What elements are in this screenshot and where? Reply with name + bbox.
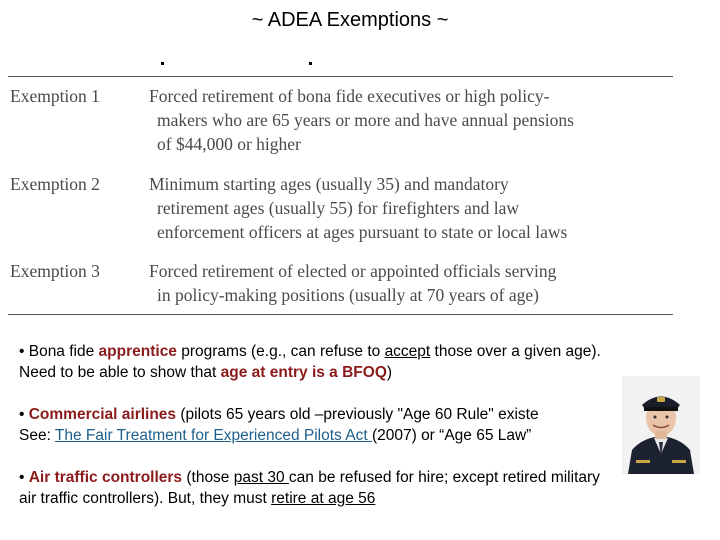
exemption-description xyxy=(149,259,669,307)
exemption-line: of $44,000 or higher xyxy=(157,134,301,154)
bullet-apprentice xyxy=(19,341,709,383)
bullet-text: ) xyxy=(386,364,393,381)
bullet-dot-decoration xyxy=(161,62,164,65)
bullet-text: Need to be able to show that xyxy=(19,364,221,381)
exemption-line: retirement ages (usually 55) for firefighters and law xyxy=(157,198,520,218)
exemption-label: Exemption 2 xyxy=(10,174,100,194)
bullet-air-traffic xyxy=(19,467,709,509)
exemption-line: Minimum starting ages (usually 35) and mandatory xyxy=(149,174,509,194)
bullet-text: programs (e.g., can refuse to xyxy=(176,343,385,360)
exemption-description xyxy=(149,172,669,244)
bullet-airlines xyxy=(19,404,709,446)
bullet-text: See: xyxy=(19,427,55,444)
pilots-act-link[interactable]: The Fair Treatment for Experienced Pilots Act xyxy=(54,427,372,444)
underlined-accept: accept xyxy=(384,343,431,360)
bullet-text: air traffic controllers). But, they must xyxy=(19,490,272,507)
table-top-rule xyxy=(8,76,673,77)
exemption-description xyxy=(149,84,669,156)
bullet-text: those over a given age). xyxy=(430,343,601,360)
exemption-line: makers who are 65 years or more and have annual pensions xyxy=(157,110,574,130)
exemption-label: Exemption 1 xyxy=(10,86,100,106)
highlight-bfoq: age at entry is a BFOQ xyxy=(220,364,387,381)
bullet-text: • Bona fide xyxy=(19,343,99,360)
bullet-dot-decoration xyxy=(309,62,312,65)
exemption-label: Exemption 3 xyxy=(10,261,100,281)
bullet-text: • xyxy=(19,469,29,486)
bullet-text: • xyxy=(19,406,29,423)
highlight-air-traffic: Air traffic controllers xyxy=(28,469,183,486)
pilot-illustration-icon xyxy=(622,376,700,474)
exemption-line: in policy-making positions (usually at 70 years of age) xyxy=(157,285,540,305)
bullet-text: can be refused for hire; except retired military xyxy=(288,469,600,486)
exemption-line: Forced retirement of elected or appointed officials serving xyxy=(149,261,557,281)
underlined-retire-age: retire at age 56 xyxy=(271,490,376,507)
exemption-line: Forced retirement of bona fide executives or high policy- xyxy=(149,86,550,106)
bullet-text: (pilots 65 years old –previously "Age 60 Rule" existe xyxy=(176,406,539,423)
highlight-apprentice: apprentice xyxy=(98,343,177,360)
bullet-list xyxy=(19,341,709,509)
underlined-past-30: past 30 xyxy=(233,469,289,486)
bullet-text: (those xyxy=(182,469,234,486)
exemption-line: enforcement officers at ages pursuant to state or local laws xyxy=(157,222,568,242)
pilot-photo xyxy=(622,376,700,474)
bullet-text: (2007) or “Age 65 Law” xyxy=(371,427,532,444)
highlight-airlines: Commercial airlines xyxy=(28,406,177,423)
page-title: ~ ADEA Exemptions ~ xyxy=(251,9,449,31)
table-bottom-rule xyxy=(8,314,673,315)
